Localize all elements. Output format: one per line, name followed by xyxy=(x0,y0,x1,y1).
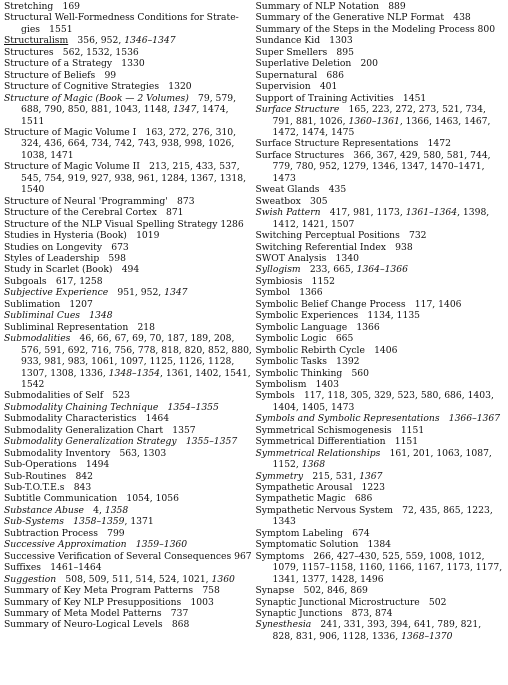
index-entry: Symbolic Tasks 1392 xyxy=(255,356,360,368)
index-entry: Symmetrical Relationships 161, 201, 1063, 1087, 1152, 1368 xyxy=(255,447,492,471)
index-entry: Summary of Key Meta Program Patterns 758 xyxy=(4,585,220,597)
index-entry: Symbols 117, 118, 305, 329, 523, 580, 686, 1403, 1404, 1405, 1473 xyxy=(255,390,494,413)
index-entry: Symmetry 215, 531, 1367 xyxy=(255,470,383,482)
index-entry: Super Smellers 895 xyxy=(255,46,354,58)
index-entry: Submodality Characteristics 1464 xyxy=(4,413,170,425)
index-entry: Supernatural 686 xyxy=(255,69,344,81)
index-entry: Sub-T.O.T.E.s 843 xyxy=(4,482,92,494)
index-entry: Sympathetic Nervous System 72, 435, 865, 1223, 1343 xyxy=(255,504,493,528)
index-entry: Sublimation 1207 xyxy=(4,298,93,310)
index-entry: Submodality Chaining Technique 1354–1355 xyxy=(4,401,219,413)
index-entry: Structure of the NLP Visual Spelling Strategy 1286 xyxy=(4,218,244,230)
index-entry: Symmetrical Schismogenesis 1151 xyxy=(255,424,425,436)
index-entry: Structure of Magic Volume II 213, 215, 433, 537, 545, 754, 919, 927, 938, 961, 1284, 1367, 1318, 1540 xyxy=(4,161,247,196)
index-entry: Subgoals 617, 1258 xyxy=(4,275,103,287)
index-entry: Subliminal Representation 218 xyxy=(4,321,155,333)
index-entry: Structure of Magic (Book — 2 Volumes) 79, 579, 688, 790, 850, 881, 1043, 1148, 1347, 1474, 1511 xyxy=(4,92,236,127)
index-entry: Synaptic Junctions 873, 874 xyxy=(255,608,393,620)
index-entry: Submodality Inventory 563, 1303 xyxy=(4,447,167,459)
index-entry: Submodalities of Self 523 xyxy=(4,390,130,402)
index-entry: Syllogism 233, 665, 1364–1366 xyxy=(255,264,408,276)
index-entry: Structure of a Strategy 1330 xyxy=(4,58,145,70)
index-entry: Switching Referential Index 938 xyxy=(255,241,413,253)
index-entry: Subliminal Cues 1348 xyxy=(4,310,113,322)
index-entry: Symbolic Belief Change Process 117, 1406 xyxy=(255,298,462,310)
index-entry: Summary of the Steps in the Modeling Process 800 xyxy=(255,23,496,35)
index-entry: Sweatbox 305 xyxy=(255,195,328,207)
index-entry: Sympathetic Arousal 1223 xyxy=(255,482,385,494)
index-entry: Symbolic Experiences 1134, 1135 xyxy=(255,310,421,322)
index-entry: Surface Structure 165, 223, 272, 273, 521, 734, 791, 881, 1026, 1360–1361, 1366, 1463, 1467, 1472, 1474, 1475 xyxy=(255,104,491,138)
index-entry: Symptom Labeling 674 xyxy=(255,527,370,539)
index-entry: Summary of Key NLP Presuppositions 1003 xyxy=(4,596,214,608)
index-entry: Symbolic Thinking 560 xyxy=(255,367,369,379)
index-entry: Symptomatic Solution 1384 xyxy=(255,539,392,551)
index-entry: Suffixes 1461–1464 xyxy=(4,562,102,574)
index-entry: Switching Perceptual Positions 732 xyxy=(255,230,427,242)
index-entry: Studies in Hysteria (Book) 1019 xyxy=(4,230,160,242)
index-entry: Subjective Experience 951, 952, 1347 xyxy=(4,287,188,299)
index-entry: Synapse 502, 846, 869 xyxy=(255,585,368,597)
index-entry: Study in Scarlet (Book) 494 xyxy=(4,264,140,276)
index-column-left xyxy=(4,1,253,685)
index-entry: Summary of NLP Notation 889 xyxy=(255,1,406,12)
index-entry: Synesthesia 241, 331, 393, 394, 641, 789, 821, 828, 831, 906, 1128, 1336, 1368–1370 xyxy=(255,619,482,642)
index-entry: Stretching 169 xyxy=(4,1,81,12)
index-entry: Sweat Glands 435 xyxy=(255,184,347,196)
index-entry: Summary of the Generative NLP Format 438 xyxy=(255,12,471,24)
index-entry: Structure of the Cerebral Cortex 871 xyxy=(4,207,184,219)
index-entry: Structural Well-Formedness Conditions for Strate-gies 1551 xyxy=(4,12,239,35)
index-entry: Subtraction Process 799 xyxy=(4,527,125,539)
index-entry: Sub-Systems 1358–1359, 1371 xyxy=(4,516,154,528)
index-column-right xyxy=(256,1,505,685)
index-entry: Sundance Kid 1303 xyxy=(255,35,353,47)
index-entry: Subtitle Communication 1054, 1056 xyxy=(4,493,179,505)
index-entry: Symptoms 266, 427–430, 525, 559, 1008, 1012, 1079, 1157–1158, 1160, 1166, 1167, 1173, 1177, 1341, 1377, 1428, 1496 xyxy=(255,550,503,585)
index-entry: Submodalities 46, 66, 67, 69, 70, 187, 189, 208, 576, 591, 692, 716, 756, 778, 818, 820, 852, 880, 933, 981, 983, 1061, 1097, 1125, 1126, 1128, 1307, 1308, 1336, 1348–1354, 1361, 1402, 1541, 1542 xyxy=(4,333,252,390)
index-entry: Structure of Beliefs 99 xyxy=(4,69,117,81)
index-entry: Structuralism 356, 952, 1346–1347 xyxy=(4,35,176,47)
index-entry: Symbolism 1403 xyxy=(255,378,339,390)
index-entry: Symbolic Language 1366 xyxy=(255,321,380,333)
index-entry: Styles of Leadership 598 xyxy=(4,252,126,264)
index-entry: Surface Structures 366, 367, 429, 580, 581, 744, 779, 780, 952, 1279, 1346, 1347, 1470–1471, 1473 xyxy=(255,149,491,184)
index-entry: Symbols and Symbolic Representations 1366–1367 xyxy=(255,413,501,425)
index-entry: Submodality Generalization Chart 1357 xyxy=(4,424,196,436)
index-entry: Support of Training Activities 1451 xyxy=(255,92,427,104)
index-entry: Structure of Magic Volume I 163, 272, 276, 310, 324, 436, 664, 734, 742, 743, 938, 998, 1026, 1038, 1471 xyxy=(4,126,237,161)
index-entry: Substance Abuse 4, 1358 xyxy=(4,504,129,516)
index-entry: Successive Approximation 1359–1360 xyxy=(4,539,188,551)
index-entry: Summary of Meta Model Patterns 737 xyxy=(4,608,189,620)
index-entry: Symbolic Logic 665 xyxy=(255,333,354,345)
index-entry: Structure of Cognitive Strategies 1320 xyxy=(4,81,192,93)
index-entry: Surface Structure Representations 1472 xyxy=(255,138,451,150)
index-entry: Symbiosis 1152 xyxy=(255,275,335,287)
index-entry: Summary of Neuro-Logical Levels 868 xyxy=(4,619,190,631)
index-entry: Symbolic Rebirth Cycle 1406 xyxy=(255,344,398,356)
index-entry: Structure of Neural 'Programming' 873 xyxy=(4,195,195,207)
index-entry: Supervision 401 xyxy=(255,81,338,93)
index-entry: Sympathetic Magic 686 xyxy=(255,493,373,505)
index-entry: Swish Pattern 417, 981, 1173, 1361–1364, 1398, 1412, 1421, 1507 xyxy=(255,207,490,230)
index-entry: Synaptic Junctional Microstructure 502 xyxy=(255,596,447,608)
index-entry: Suggestion 508, 509, 511, 514, 524, 1021, 1360 xyxy=(4,573,235,585)
index-entry: Symbol 1366 xyxy=(255,287,323,299)
index-entry: Submodality Generalization Strategy 1355–1357 xyxy=(4,436,238,448)
index-entry: Superlative Deletion 200 xyxy=(255,58,378,70)
index-entry: Structures 562, 1532, 1536 xyxy=(4,46,139,58)
index-entry: SWOT Analysis 1340 xyxy=(255,252,359,264)
index-entry: Studies on Longevity 673 xyxy=(4,241,129,253)
index-entry: Symmetrical Differentiation 1151 xyxy=(255,436,419,448)
index-entry: Sub-Operations 1494 xyxy=(4,459,110,471)
index-entry: Successive Verification of Several Consequences 967 xyxy=(4,550,252,562)
index-entry: Sub-Routines 842 xyxy=(4,470,93,482)
